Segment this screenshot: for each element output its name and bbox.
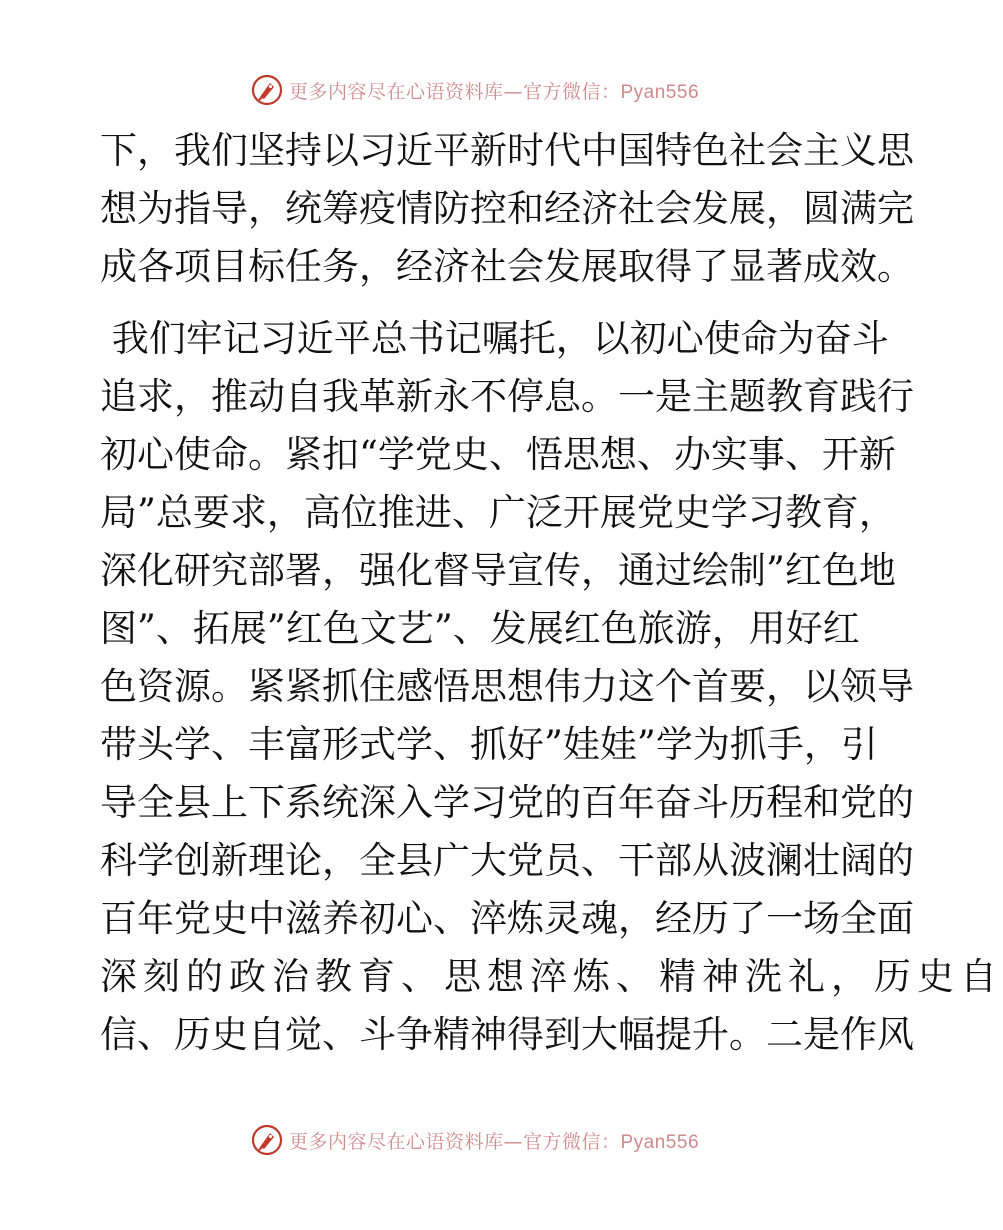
header-banner-text [289, 77, 699, 104]
footer-banner [0, 1120, 950, 1160]
text-line: 成各项目标任务，经济社会发展取得了显著成效。 [100, 245, 914, 288]
text-line: 我们牢记习近平总书记嘱托，以初心使命为奋斗 [100, 317, 889, 360]
text-line: 想为指导，统筹疫情防控和经济社会发展，圆满完 [100, 187, 914, 230]
pen-nib-logo-icon [251, 74, 283, 106]
header-site-text: 更多内容尽在心语资料库 [288, 80, 504, 103]
text-line: 下，我们坚持以习近平新时代中国特色社会主义思 [100, 129, 914, 172]
text-line: 带头学、丰富形式学、抓好”娃娃”学为抓手，引 [100, 723, 878, 766]
text-line: 深化研究部署，强化督导宣传，通过绘制”红色地 [100, 549, 896, 592]
pen-nib-logo-icon [251, 1124, 283, 1156]
text-line: 科学创新理论，全县广大党员、干部从波澜壮阔的 [100, 839, 914, 882]
header-banner [0, 70, 950, 110]
text-line: 追求，推动自我革新永不停息。一是主题教育践行 [100, 375, 914, 418]
document-body [100, 122, 1003, 1064]
paragraph-gap [100, 296, 850, 310]
footer-site-text: 更多内容尽在心语资料库 [288, 1130, 504, 1153]
text-line: 色资源。紧紧抓住感悟思想伟力这个首要，以领导 [100, 665, 914, 708]
header-wechat-label: 官方微信： [522, 80, 621, 103]
footer-separator: — [503, 1130, 523, 1153]
text-line: 信、历史自觉、斗争精神得到大幅提升。二是作风 [100, 1013, 914, 1056]
header-separator: — [503, 80, 523, 103]
footer-wechat-id: Pyan556 [620, 1131, 700, 1153]
paragraph-2 [100, 310, 1003, 1064]
text-line: 图”、拓展”红色文艺”、发展红色旅游，用好红 [100, 607, 860, 650]
text-line: 导全县上下系统深入学习党的百年奋斗历程和党的 [100, 781, 914, 824]
footer-wechat-label: 官方微信： [522, 1130, 621, 1153]
text-line: 深刻的政治教育、思想淬炼、精神洗礼，历史自 [100, 955, 1003, 998]
paragraph-1 [100, 122, 914, 296]
footer-banner-text [289, 1127, 699, 1154]
text-line: 局”总要求，高位推进、广泛开展党史学习教育， [100, 491, 896, 534]
text-line: 百年党史中滋养初心、淬炼灵魂，经历了一场全面 [100, 897, 914, 940]
header-wechat-id: Pyan556 [620, 81, 700, 103]
text-line: 初心使命。紧扣“学党史、悟思想、办实事、开新 [100, 433, 896, 476]
